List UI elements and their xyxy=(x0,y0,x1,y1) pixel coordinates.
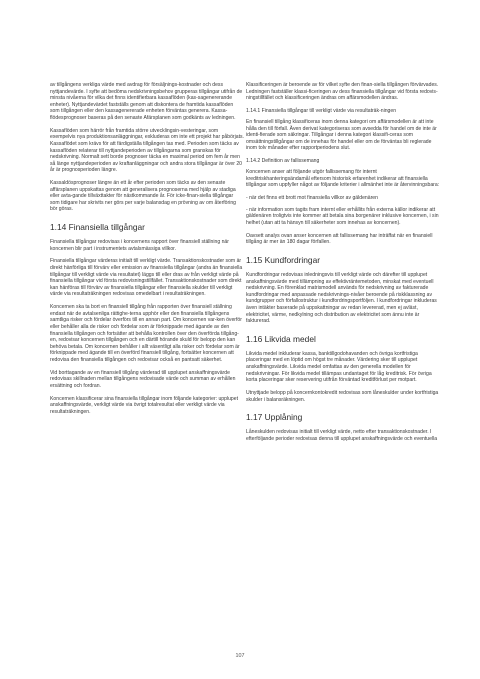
body-paragraph: Oavsett analys ovan anser koncernen att fallissemang har inträffat när en finansiell tillgång är mer än 180 dagar förfallen. xyxy=(246,232,433,246)
section-heading: 1.15 Kundfordringar xyxy=(246,255,321,265)
body-paragraph: Kundfordringar redovisas inledningsvis till verkligt värde och därefter till upplupet anskaffningsvärde med tillämpning av effektivräntemetoden, minskat med eventuell nedskrivning. En förenklad matrismodell används för nedskrivning av fakturerade kundfordringar med anpassade nedskrivnings-nivåer beroende på riskklassning av kundgrupper och förfallostruktur i kundfordringsportföljen. I kundfordringar inkluderas även intäkter baserade på uppskattningar av redan levererad, men ej avläst, elektricitet, värme, nedkylning och distribution av elektricitet som ännu inte är fakturerad. xyxy=(246,272,437,325)
body-paragraph: Låneskulden redovisas initialt till verkligt värde, netto efter transaktionskostnader. I efterföljande perioder redovisas denna till upplupet anskaffningsvärde och eventuella xyxy=(246,429,438,442)
body-paragraph: - när det finns ett brott mot finansiella villkor av gäldenären xyxy=(246,195,378,202)
left-column xyxy=(50,82,244,422)
body-paragraph: Finansiella tillgångar värderas initialt till verkligt värde. Transaktionskostnader som är direkt hänförliga till förvärv eller emission av finansiella tillgångar (andra än finansiella tillgångar till verkligt värde via resultatet) läggs till eller dras av från verkligt värde på finansiella tillgångar vid första redovisningstillfället. Transaktionskostnader som direkt kan hänföras till förvärv av finansiella tillgångar eller finansiella skulder till verkligt värde via resultaträkningen redovisas omedelbart i resultaträkningen. xyxy=(50,258,243,298)
body-paragraph: En finansiell tillgång klassificeras inom denna kategori om affärsmodellen är att inte hålla den till förfall. Även derivat kategoriseras som avsedda för handel om de inte är identi-fierade som säkringar. Tillgångar i denna kategori klassifi-ceras som omsättningstillgångar om de innehas för handel eller om de förväntas bli reglerade inom tolv månader efter rapportperiodens slut. xyxy=(246,118,437,152)
body-paragraph: Vid borttagande av en finansiell tillgång värderad till upplupet anskaffningsvärde redovisas skillnaden mellan tillgångens redovisade värde och summan av erhållen ersättning och fordran. xyxy=(50,369,236,389)
body-paragraph: Kassaldösprognoser längre än ett år efter perioden som täcks av den senaste affärsplanen uppskattas genom att generalisera prognoserna med hjälp av stadiga eller avta-gande tillväxttakter för nästkommande år. För icke-finan-siella tillgångar som tidigare har skrivits ner görs per varje balansdag en prövning av om återföring bör göras. xyxy=(50,180,237,213)
body-paragraph: Klassificeringen är beroende av för vilket syfte den finan-siella tillgången förvärvades. Ledningen fastställer klassi-ficeringen av dess finansiella tillgångar vid första redovis-ningstillfället och klassificeringen ändras om affärsmodellen ändras. xyxy=(246,82,439,102)
body-paragraph: Finansiella tillgångar redovisas i koncernens rapport över finansiell ställning när koncernen blir part i instrumentets avtalsmässiga villkor. xyxy=(50,239,229,252)
body-paragraph: Kassaflöden som härrör från framtida större utvecklingsin-vesteringar, som exempelvis nya produktionsanläggningar, exkluderas om inte ett projekt har påbörjats. Kassaflödet som krävs för att färdigställa tillgången tas med. Perioden som täcks av kassaflöden relaterar till nyttjandeperioden av tillgångarna som granskas för nedskrivning. Normalt sett borde prognoser täcka en maximal period om fem år men så länge nyttjandeperioden av kraftanläggningar och andra stora tillgångar är över 20 år är prognosperioden längre. xyxy=(50,127,244,174)
body-paragraph: Utnyttjade belopp på koncernkontokredit redovisas som låneskulder under kortfristiga skulder i balansräkningen. xyxy=(246,389,439,403)
body-paragraph: av tillgångens verkliga värde med avdrag för försäljnings-kostnader och dess nyttjandevärde. I syfte att bedöma nedskrivningsbehov grupperas tillgångar utifrån de minsta nivåerna för vilka det finns identifierbara kassaflöden (kas-sagenererande enheter). Nyttjandevärdet fastställs genom att diskontera de framtida kassaflöden som tillgången eller den kassagenererade enheten förväntas generera. Kassa-flödesprognoser baseras på den senaste Afärsplanen som godkänts av ledningen. xyxy=(50,82,243,121)
section-heading: 1.16 Likvida medel xyxy=(246,333,316,344)
subsection-heading: 1.14.1 Finansiella tillgångar till verkligt värde via resultaträk-ningen xyxy=(246,107,397,114)
page-number: 107 xyxy=(235,653,245,659)
body-paragraph: Koncernen ska ta bort en finansiell tillgång från rapporten över finansiell ställning endast när de avtalsenliga rättighe-terna upphör eller den finansiella tillgångens samtliga risker och fördelar överförs till en annan part. Om koncernen var-ken överför eller behåller alla de risker och fördelar som är förknippade med ägande av den finansiella tillgången och fortsätter att behålla kontrollen över den överförda tillgång-en, redovisar koncernen tillgången och en därtill hörande skuld för belopp den kan behöva betala. Om koncernen behåller i allt väsentligt alla risker och fördelar som är förknippade med ägande till en överförd finansiell tillgång, fortsätter koncernen att redovisa den finansiella tillgången och redovisar också en pantsatt säkerhet. xyxy=(50,304,242,363)
right-column xyxy=(246,82,440,448)
subsection-heading: 1.14.2 Definition av fallissemang xyxy=(246,158,320,165)
body-paragraph: Likvida medel inkluderar kassa, banktillgodohavanden och övriga kortfristiga placeringar med en löptid om högst tre månader. Värdering sker till upplupet anskaffningsvärde. Likvida medel omfattas av den generella modellen för nedskrivningar. För likvida medel tillämpas undantaget för låg kreditrisk. För övriga korta placeringar sker reservering utifrån förväntad kreditförlust per motpart. xyxy=(246,350,432,384)
section-heading: 1.17 Upplåning xyxy=(246,412,303,423)
body-paragraph: - när information som tagits fram internt eller erhållits från externa källor indikerar att gäldenären troligtvis inte kommer att betala sina borgenärer inklusive koncernen, i sin helhet (utan att ta hänsyn till säkerheter som innehas av koncernen). xyxy=(246,206,439,227)
section-heading: 1.14 Finansiella tillgångar xyxy=(50,222,145,233)
body-paragraph: Koncernen anser att följande utgör fallissemang för internt kreditriskhanteringsändamål eftersom historisk erfarenhet indikerar att finansiella tillgångar som uppfyller något av följande kriterier i allmänhet inte är återvinningsbara: xyxy=(246,169,440,189)
body-paragraph: Koncernen klassificerar sina finansiella tillgångar inom följande kategorier: upplupet anskaffningsvärde, verkligt värde via övrigt totalresultat eller verkligt värde via resultaträkningen. xyxy=(50,395,239,415)
